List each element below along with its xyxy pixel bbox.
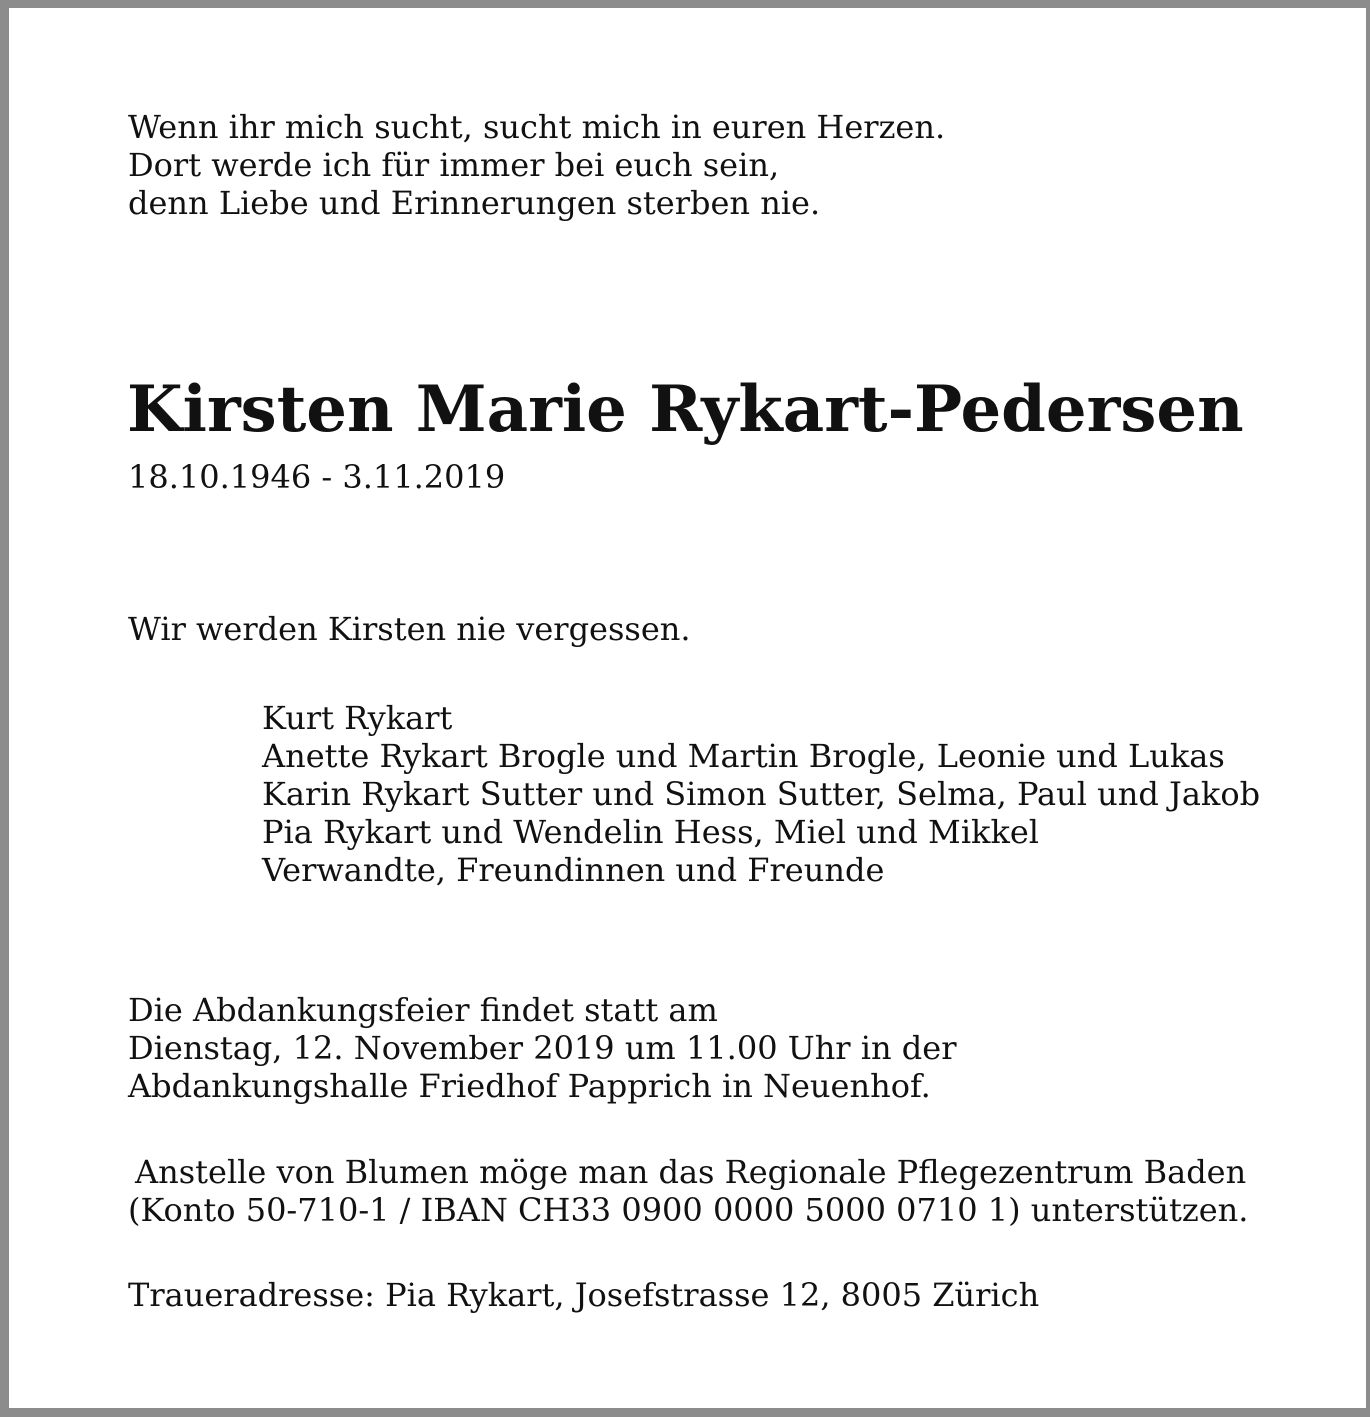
motto-line: Dort werde ich für immer bei euch sein, [128,146,780,184]
mourner-line: Karin Rykart Sutter und Simon Sutter, Selma, Paul und Jakob [262,775,1261,813]
service-line: Die Abdankungsfeier findet statt am [128,991,718,1029]
service-details [128,991,957,1105]
donation-line: (Konto 50-710-1 / IBAN CH33 0900 0000 5000 0710 1) unterstützen. [128,1191,1249,1229]
donation-note [128,1153,1248,1229]
life-dates: 18.10.1946 - 3.11.2019 [128,458,506,496]
mourner-line: Anette Rykart Brogle und Martin Brogle, Leonie und Lukas [262,737,1225,775]
mourner-line: Pia Rykart und Wendelin Hess, Miel und Mikkel [262,813,1039,851]
service-line: Abdankungshalle Friedhof Papprich in Neuenhof. [128,1067,931,1105]
motto-verse [128,108,945,222]
motto-line: Wenn ihr mich sucht, sucht mich in euren Herzen. [128,108,946,146]
mourning-address: Traueradresse: Pia Rykart, Josefstrasse 12, 8005 Zürich [128,1276,1040,1314]
deceased-name: Kirsten Marie Rykart-Pedersen [127,372,1244,447]
donation-line: Anstelle von Blumen möge man das Regionale Pflegezentrum Baden [135,1153,1247,1191]
mourner-line: Kurt Rykart [262,699,453,737]
motto-line: denn Liebe und Erinnerungen sterben nie. [128,184,821,222]
service-line: Dienstag, 12. November 2019 um 11.00 Uhr in der [128,1029,957,1067]
remembrance-text: Wir werden Kirsten nie vergessen. [128,610,691,648]
mourners-list [262,699,1260,889]
mourner-line: Verwandte, Freundinnen und Freunde [262,851,885,889]
